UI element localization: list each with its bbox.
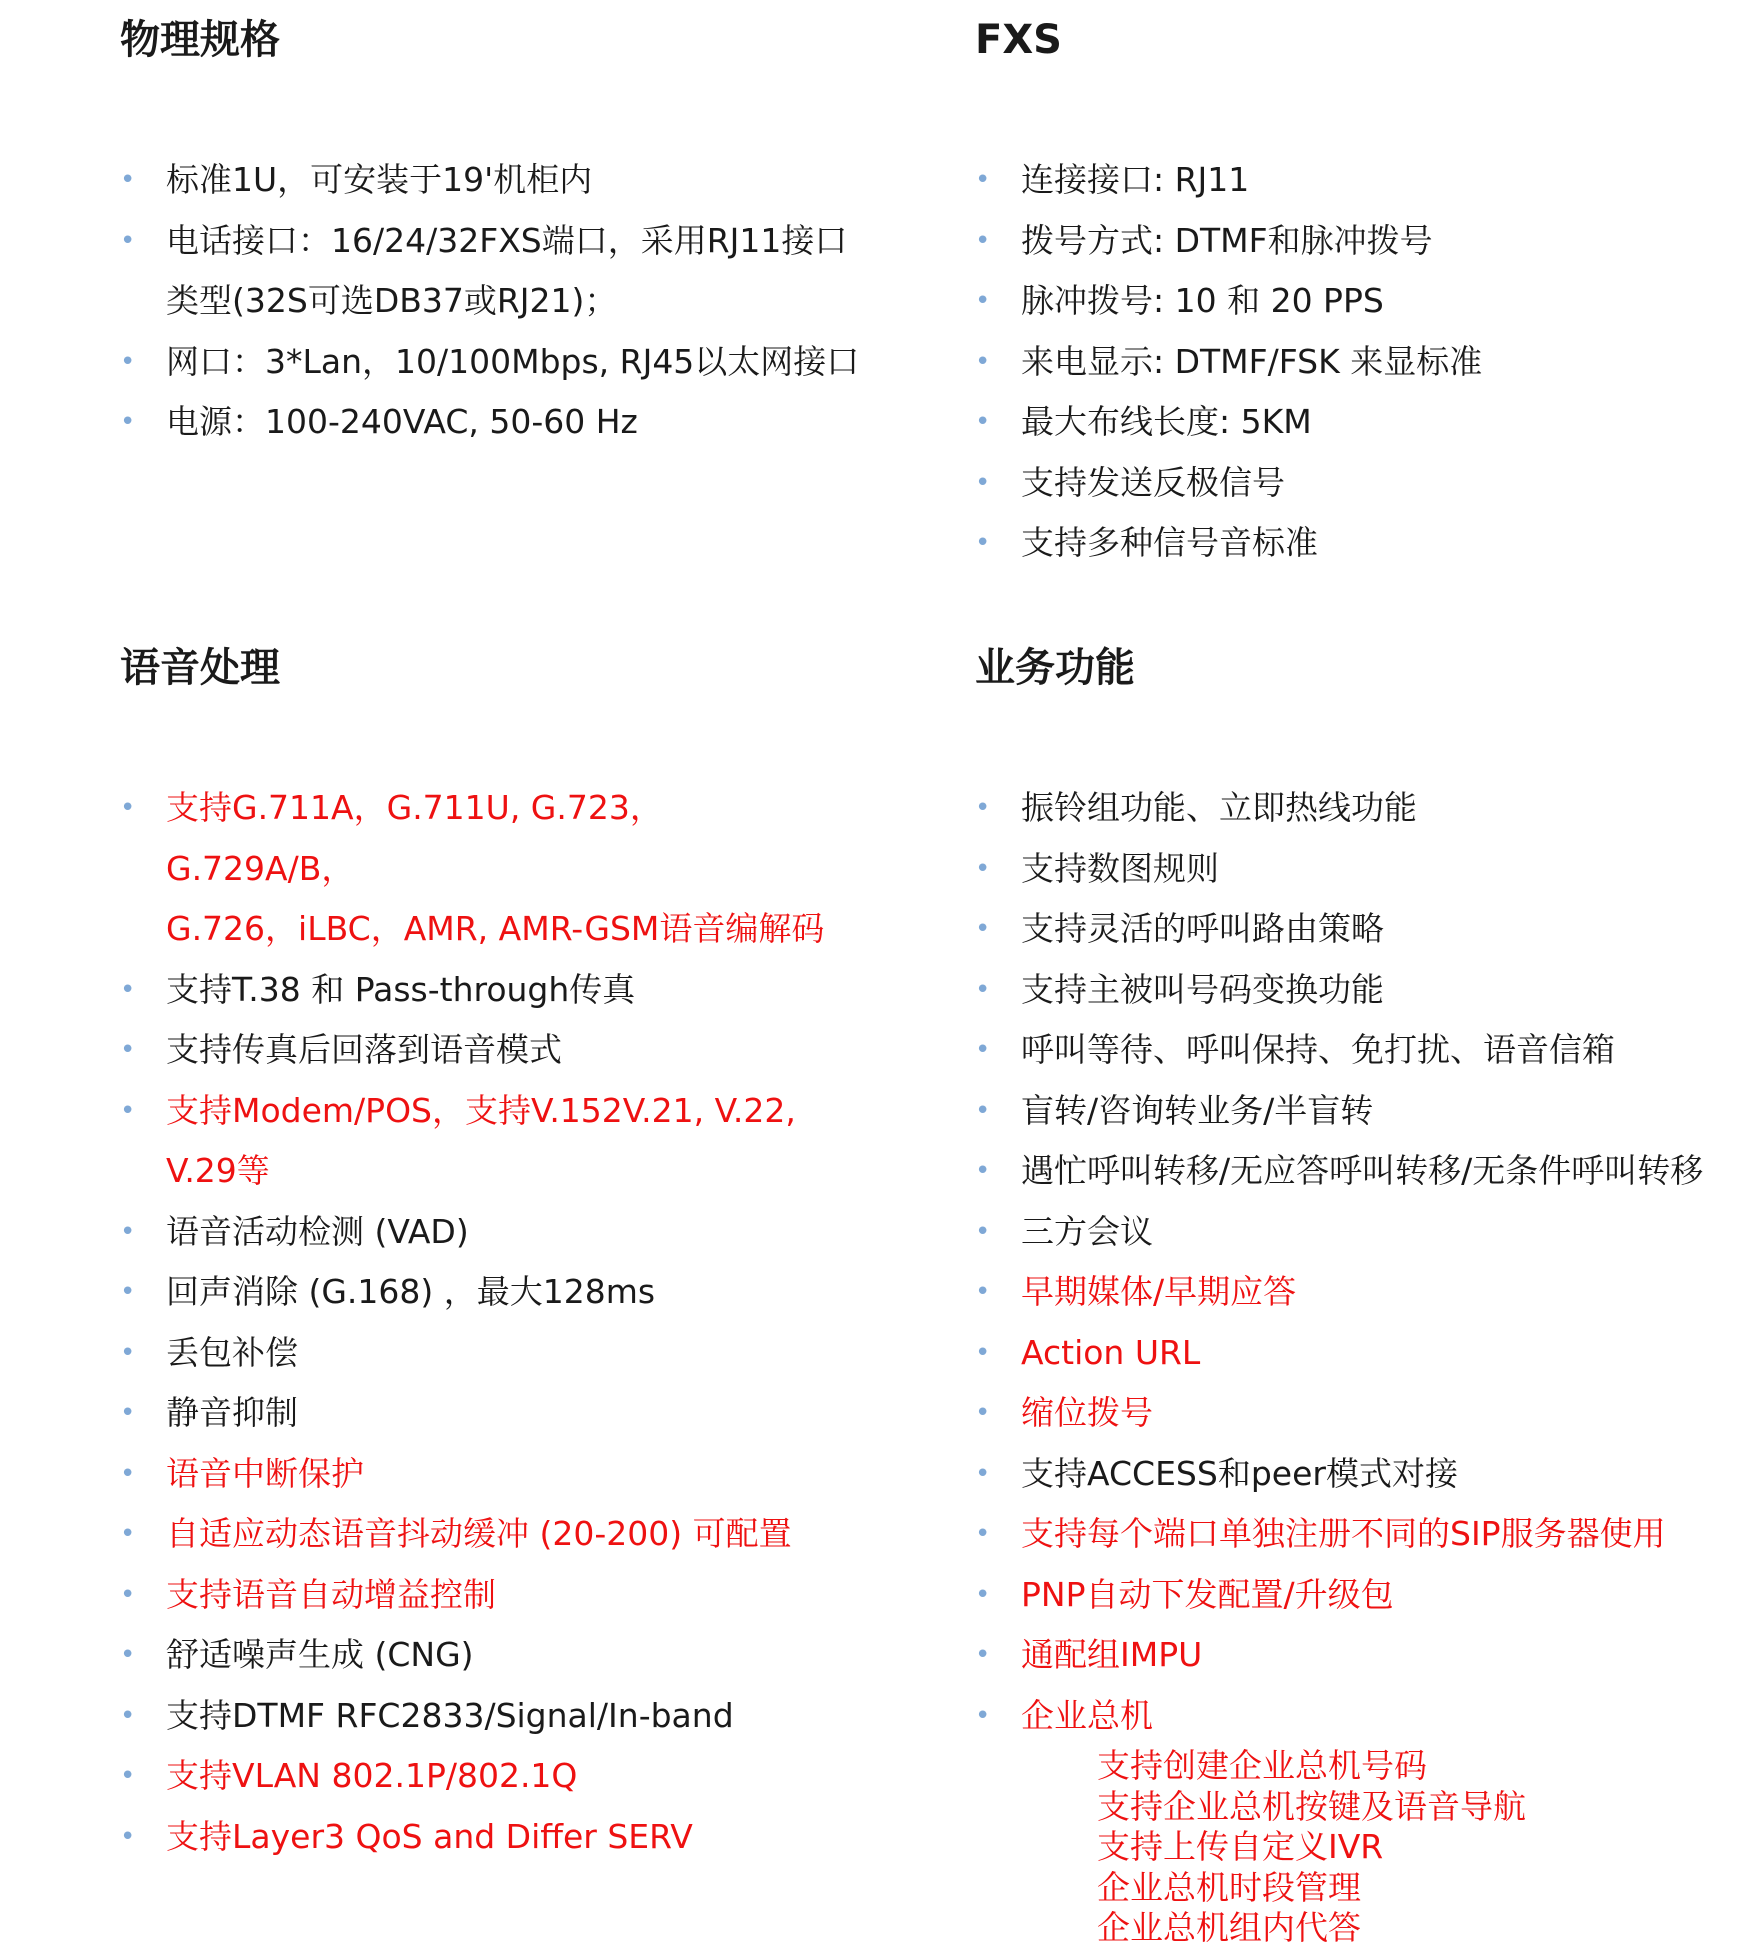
bullet-icon: • [120,1035,136,1065]
list-item [120,1565,860,1626]
list-item [975,332,1715,393]
list-item [120,1262,860,1323]
list-item [975,150,1715,211]
list-item [120,1444,860,1505]
list-item-text: 回声消除 (G.168) ，最大128ms [166,1272,656,1311]
list-item [120,1807,860,1868]
list-item-text: 丢包补偿 [166,1332,298,1372]
list-item-text: 最大布线长度: 5KM [1021,402,1312,441]
list-item-text: 呼叫等待、呼叫保持、免打扰、语音信箱 [1021,1030,1615,1069]
list-item-text: 支持数图规则 [1021,848,1219,888]
list-item [975,1323,1735,1384]
list-item-text: 语音中断保护 [166,1453,364,1493]
list-item-text: 缩位拨号 [1021,1393,1153,1432]
list-item-text: 支持灵活的呼叫路由策略 [1021,909,1384,948]
list-item-text: 脉冲拨号: 10 和 20 PPS [1021,281,1384,320]
list-item [975,211,1715,272]
list-item [975,1565,1735,1626]
bullet-icon: • [975,346,991,377]
bullet-icon: • [975,286,991,316]
list-item-text: 支持语音自动增益控制 [166,1574,496,1614]
list-item [975,960,1735,1021]
list-item [120,1323,860,1384]
list-item-text-continued: G.726，iLBC，AMR, AMR-GSM语音编解码 [166,909,825,948]
list-item-text: 支持主被叫号码变换功能 [1021,969,1384,1009]
list-item [120,332,860,393]
list-item [975,1262,1735,1323]
bullet-icon: • [120,1337,136,1368]
bullet-icon: • [975,165,991,195]
bullet-icon: • [120,1458,136,1489]
list-item [975,513,1715,574]
list-item-text: 盲转/咨询转业务/半盲转 [1021,1090,1374,1130]
bullet-icon: • [975,1337,991,1368]
list-item [975,1020,1735,1081]
list-item-text: 支持ACCESS和peer模式对接 [1021,1453,1458,1493]
list-item [120,1020,860,1081]
list-item [120,211,860,332]
list-item [120,1081,860,1202]
sub-list-item: 支持创建企业总机号码 [1097,1746,1427,1785]
bullet-icon: • [120,407,136,437]
list-item [975,1141,1735,1202]
section-title: 语音处理 [120,645,280,691]
bullet-icon: • [120,1519,136,1549]
fxs-section [975,0,1715,574]
list-item-text: PNP自动下发配置/升级包 [1021,1574,1394,1614]
list-item-text: 支持T.38 和 Pass-through传真 [166,969,636,1009]
list-item-text: 遇忙呼叫转移/无应答呼叫转移/无条件呼叫转移 [1021,1151,1704,1190]
sub-list-item: 企业总机时段管理 [1097,1867,1361,1907]
list-item-text-continued: V.29等 [166,1151,270,1190]
sub-list-item: 企业总机组内代答 [1097,1908,1361,1947]
bullet-icon: • [120,165,136,195]
list-item [975,271,1715,332]
section-title: FXS [975,17,1062,63]
bullet-icon: • [120,1277,136,1307]
bullet-list [975,80,1715,574]
bullet-icon: • [120,1700,136,1731]
list-item [120,1504,860,1565]
list-item-text: 支持Modem/POS，支持V.152V.21, V.22, [166,1090,796,1130]
list-item [975,1625,1735,1686]
bullet-icon: • [975,793,991,823]
list-item [120,1625,860,1686]
bullet-icon: • [975,1458,991,1489]
list-item [120,150,860,211]
bullet-icon: • [975,1277,991,1307]
bullet-icon: • [120,346,136,377]
bullet-icon: • [975,528,991,558]
list-item-text: 三方会议 [1021,1211,1153,1251]
bullet-icon: • [975,1640,991,1670]
list-item [975,1504,1735,1565]
list-item-text: 网口：3*Lan，10/100Mbps, RJ45以太网接口 [166,341,860,381]
list-item-text: 企业总机 [1021,1695,1153,1735]
list-item-text: 连接接口: RJ11 [1021,160,1250,199]
list-item-text: 支持发送反极信号 [1021,462,1285,502]
bullet-icon: • [975,1519,991,1549]
list-item [120,778,860,960]
list-item [120,1746,860,1807]
voice-processing-section [120,628,860,1867]
bullet-icon: • [975,1700,991,1731]
sub-list-item: 支持上传自定义IVR [1097,1827,1384,1866]
bullet-icon: • [120,1821,136,1852]
list-item-text: 电源：100-240VAC, 50-60 Hz [166,402,638,441]
list-item-text: 电话接口：16/24/32FXS端口，采用RJ11接口 [166,220,848,260]
section-title: 业务功能 [975,645,1135,691]
list-item-text-continued: 类型(32S可选DB37或RJ21)； [166,281,618,320]
bullet-list [975,708,1735,1949]
list-item-text: 早期媒体/早期应答 [1021,1272,1297,1311]
bullet-icon: • [120,1095,136,1126]
list-item-text: 支持Layer3 QoS and Differ SERV [166,1816,693,1856]
list-item-text: 支持多种信号音标准 [1021,523,1318,562]
bullet-list [120,708,860,1867]
bullet-icon: • [120,974,136,1005]
list-item-text: 支持G.711A，G.711U, G.723， G.729A/B， [166,788,663,888]
bullet-icon: • [120,1398,136,1428]
list-item-text: 支持DTMF RFC2833/Signal/In-band [166,1695,734,1735]
list-item [120,960,860,1021]
list-item [975,899,1735,960]
list-item [975,1686,1735,1949]
bullet-icon: • [975,914,991,944]
bullet-icon: • [975,1035,991,1065]
list-item-text: 拨号方式: DTMF和脉冲拨号 [1021,220,1433,260]
list-item [120,1202,860,1263]
list-item [120,1383,860,1444]
bullet-icon: • [975,407,991,437]
bullet-icon: • [975,1156,991,1186]
list-item [120,392,860,453]
list-item [975,453,1715,514]
list-item-text: 支持VLAN 802.1P/802.1Q [166,1756,578,1795]
bullet-icon: • [975,853,991,884]
list-item [975,392,1715,453]
bullet-icon: • [975,467,991,498]
list-item [975,1383,1735,1444]
list-item-text: 来电显示: DTMF/FSK 来显标准 [1021,341,1483,381]
bullet-icon: • [975,1579,991,1610]
list-item-text: 振铃组功能、立即热线功能 [1021,788,1417,827]
list-item-text: 支持每个端口单独注册不同的SIP服务器使用 [1021,1514,1666,1553]
list-item [120,1686,860,1747]
section-title: 物理规格 [120,17,280,63]
bullet-icon: • [120,1216,136,1247]
list-item-text: Action URL [1021,1332,1201,1372]
list-item-text: 支持传真后回落到语音模式 [166,1030,562,1069]
bullet-icon: • [975,974,991,1005]
bullet-icon: • [975,1095,991,1126]
bullet-icon: • [975,1398,991,1428]
bullet-icon: • [975,1216,991,1247]
list-item-text: 自适应动态语音抖动缓冲 (20-200) 可配置 [166,1514,792,1553]
list-item-text: 语音活动检测 (VAD) [166,1211,469,1251]
bullet-icon: • [120,1640,136,1670]
list-item [975,1202,1735,1263]
bullet-icon: • [975,225,991,256]
list-item [975,839,1735,900]
list-item [975,778,1735,839]
list-item-text: 通配组IMPU [1021,1635,1203,1674]
list-item [975,1081,1735,1142]
list-item-text: 舒适噪声生成 (CNG) [166,1635,474,1674]
bullet-icon: • [120,793,136,823]
sub-list-item: 支持企业总机按键及语音导航 [1097,1786,1526,1826]
bullet-list [120,80,860,453]
list-item-text: 静音抑制 [166,1393,298,1432]
list-item-text: 标准1U，可安装于19'机柜内 [166,160,593,199]
bullet-icon: • [120,1761,136,1791]
bullet-icon: • [120,225,136,256]
service-features-section [975,628,1735,1949]
physical-spec-section [120,0,860,453]
bullet-icon: • [120,1579,136,1610]
list-item [975,1444,1735,1505]
sub-list [1021,1746,1735,1949]
